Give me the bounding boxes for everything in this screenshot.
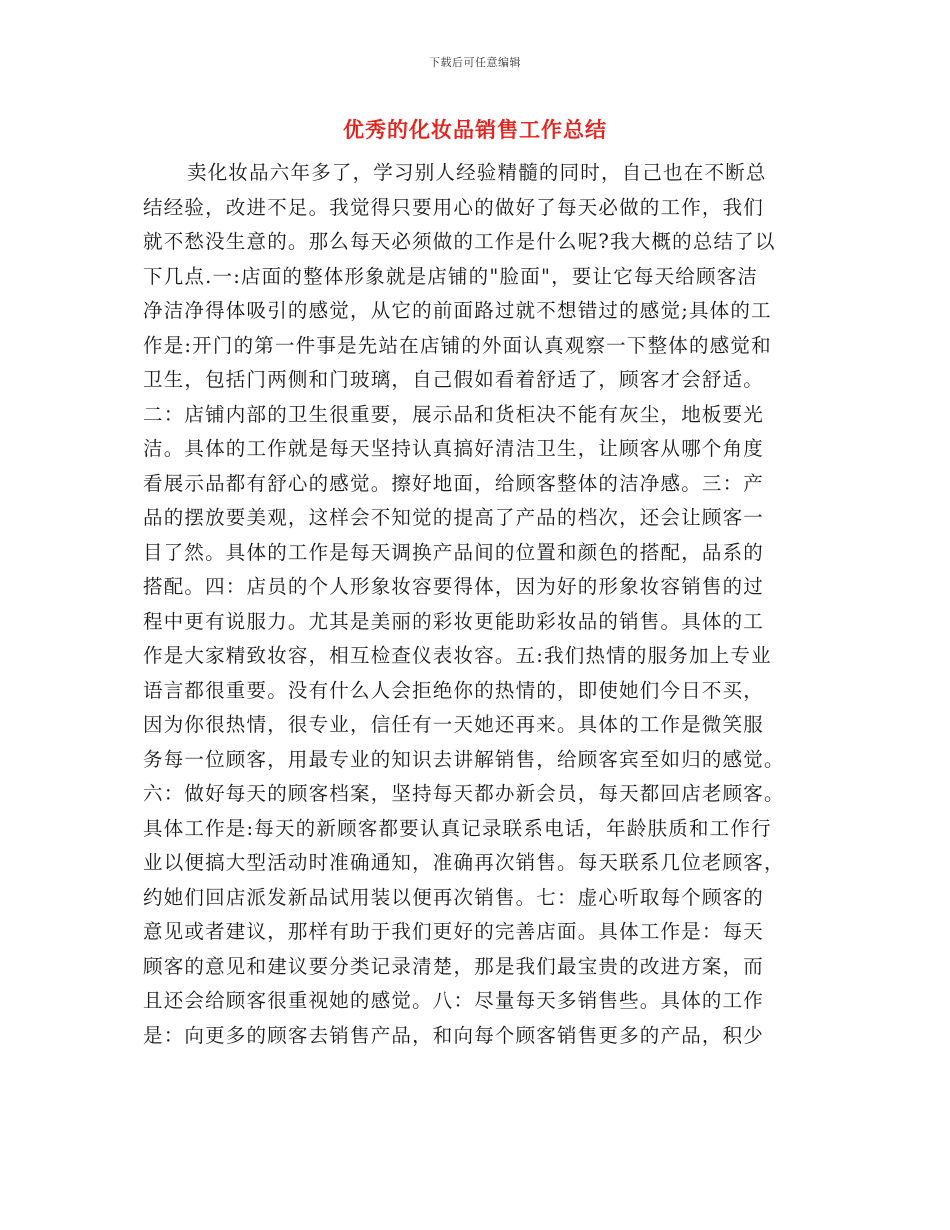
text-line: 卫生，包括门两侧和门玻璃，自己假如看着舒适了，顾客才会舒适。: [143, 368, 765, 391]
text-line: 具体工作是:每天的新顾客都要认真记录联系电话，年龄肤质和工作行: [143, 816, 772, 840]
header-note: 下载后可任意编辑: [429, 56, 521, 69]
text-line: 且还会给顾客很重视她的感觉。八：尽量每天多销售些。具体的工作: [143, 989, 765, 1012]
text-line: 结经验，改进不足。我觉得只要用心的做好了每天必做的工作，我们: [143, 195, 765, 219]
text-line: 二：店铺内部的卫生很重要，展示品和货柜决不能有灰尘，地板要光: [143, 402, 765, 426]
text-line: 业以便搞大型活动时准确通知，准确再次销售。每天联系几位老顾客，: [143, 851, 785, 874]
text-line: 顾客的意见和建议要分类记录清楚，那是我们最宝贵的改进方案，而: [143, 954, 765, 978]
text-line: 就不愁没生意的。那么每天必须做的工作是什么呢?我大概的总结了以: [143, 230, 776, 253]
document-title: 优秀的化妆品销售工作总结: [343, 117, 607, 142]
text-line: 程中更有说服力。尤其是美丽的彩妆更能助彩妆品的销售。具体的工: [143, 609, 765, 633]
document-body: [143, 156, 807, 1053]
text-line: 净洁净得体吸引的感觉，从它的前面路过就不想错过的感觉;具体的工: [143, 299, 772, 322]
text-line: 洁。具体的工作就是每天坚持认真搞好清洁卫生，让顾客从哪个角度: [143, 437, 765, 460]
text-line: 下几点.一:店面的整体形象就是店铺的"脸面"，要让它每天给顾客洁: [143, 264, 759, 288]
text-line: 约她们回店派发新品试用装以便再次销售。七：虚心听取每个顾客的: [143, 885, 765, 909]
text-line: 因为你很热情，很专业，信任有一天她还再来。具体的工作是微笑服: [143, 713, 765, 736]
text-line: 务每一位顾客，用最专业的知识去讲解销售，给顾客宾至如归的感觉。: [143, 747, 785, 771]
text-line: 看展示品都有舒心的感觉。擦好地面，给顾客整体的洁净感。三：产: [143, 471, 765, 495]
text-line: 卖化妆品六年多了，学习别人经验精髓的同时，自己也在不断总: [187, 161, 767, 184]
text-line: 搭配。四：店员的个人形象妆容要得体，因为好的形象妆容销售的过: [143, 575, 765, 598]
text-line: 意见或者建议，那样有助于我们更好的完善店面。具体工作是：每天: [143, 920, 765, 943]
text-line: 品的摆放要美观，这样会不知觉的提高了产品的档次，还会让顾客一: [143, 506, 765, 529]
text-line: 作是大家精致妆容，相互检查仪表妆容。五:我们热情的服务加上专业: [143, 644, 772, 667]
text-line: 是：向更多的顾客去销售产品，和向每个顾客销售更多的产品，积少: [143, 1023, 765, 1047]
text-line: 语言都很重要。没有什么人会拒绝你的热情的，即使她们今日不买，: [143, 678, 765, 702]
text-line: 作是:开门的第一件事是先站在店铺的外面认真观察一下整体的感觉和: [143, 333, 772, 357]
text-line: 目了然。具体的工作是每天调换产品间的位置和颜色的搭配，品系的: [143, 540, 765, 564]
text-line: 六：做好每天的顾客档案，坚持每天都办新会员，每天都回店老顾客。: [143, 782, 785, 805]
